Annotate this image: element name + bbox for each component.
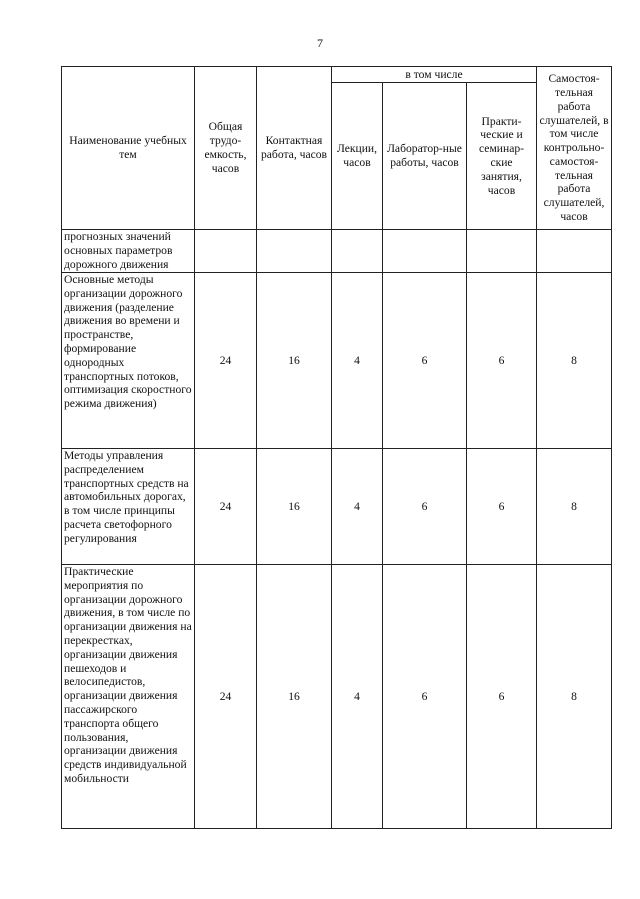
- row-topic: прогнозных значений основных параметров дорожного движения: [62, 230, 195, 273]
- table-row: [62, 273, 612, 449]
- row-self: 8: [537, 449, 612, 565]
- row-labs: 6: [383, 273, 467, 449]
- row-labs: 6: [383, 449, 467, 565]
- header-practice: Практи-ческие и семинар-ские занятия, часов: [467, 83, 537, 230]
- row-topic: Методы управления распределением транспортных средств на автомобильных дорогах, в том числе принципы расчета светофорного регулирования: [62, 449, 195, 565]
- table-row: [62, 230, 612, 273]
- row-self: 8: [537, 565, 612, 829]
- row-total: 24: [195, 565, 257, 829]
- row-self: 8: [537, 273, 612, 449]
- row-contact: 16: [257, 565, 332, 829]
- row-topic: Основные методы организации дорожного движения (разделение движения во времени и пространстве, формирование однородных транспортных потоков, оптимизация скоростного режима движения): [62, 273, 195, 449]
- row-total: [195, 230, 257, 273]
- row-lectures: 4: [332, 273, 383, 449]
- row-practice: 6: [467, 565, 537, 829]
- row-practice: 6: [467, 273, 537, 449]
- row-contact: 16: [257, 449, 332, 565]
- row-contact: [257, 230, 332, 273]
- table-row: [62, 449, 612, 565]
- row-practice: 6: [467, 449, 537, 565]
- table-row: [62, 565, 612, 829]
- row-lectures: 4: [332, 565, 383, 829]
- header-total-hours: Общая трудо-емкость, часов: [195, 67, 257, 230]
- row-labs: 6: [383, 565, 467, 829]
- header-contact-hours: Контактная работа, часов: [257, 67, 332, 230]
- row-total: 24: [195, 273, 257, 449]
- row-total: 24: [195, 449, 257, 565]
- header-labs: Лаборатор-ные работы, часов: [383, 83, 467, 230]
- row-contact: 16: [257, 273, 332, 449]
- header-including: в том числе: [332, 67, 537, 83]
- row-topic: Практические мероприятия по организации дорожного движения, в том числе по организации движения на перекрестках, организации движения пешеходов и велосипедистов, организации движения пассажирского транспорта общего пользования, организации движения средств индивидуальной мобильности: [62, 565, 195, 829]
- page-number: 7: [317, 36, 323, 50]
- row-self: [537, 230, 612, 273]
- header-lectures: Лекции, часов: [332, 83, 383, 230]
- row-lectures: 4: [332, 449, 383, 565]
- row-practice: [467, 230, 537, 273]
- header-topic: Наименование учебных тем: [62, 67, 195, 230]
- curriculum-table: [61, 66, 612, 829]
- row-lectures: [332, 230, 383, 273]
- row-labs: [383, 230, 467, 273]
- header-self-study-hours: Самостоя-тельная работа слушателей, в том числе контрольно-самостоя-тельная работа слушателей, часов: [537, 67, 612, 230]
